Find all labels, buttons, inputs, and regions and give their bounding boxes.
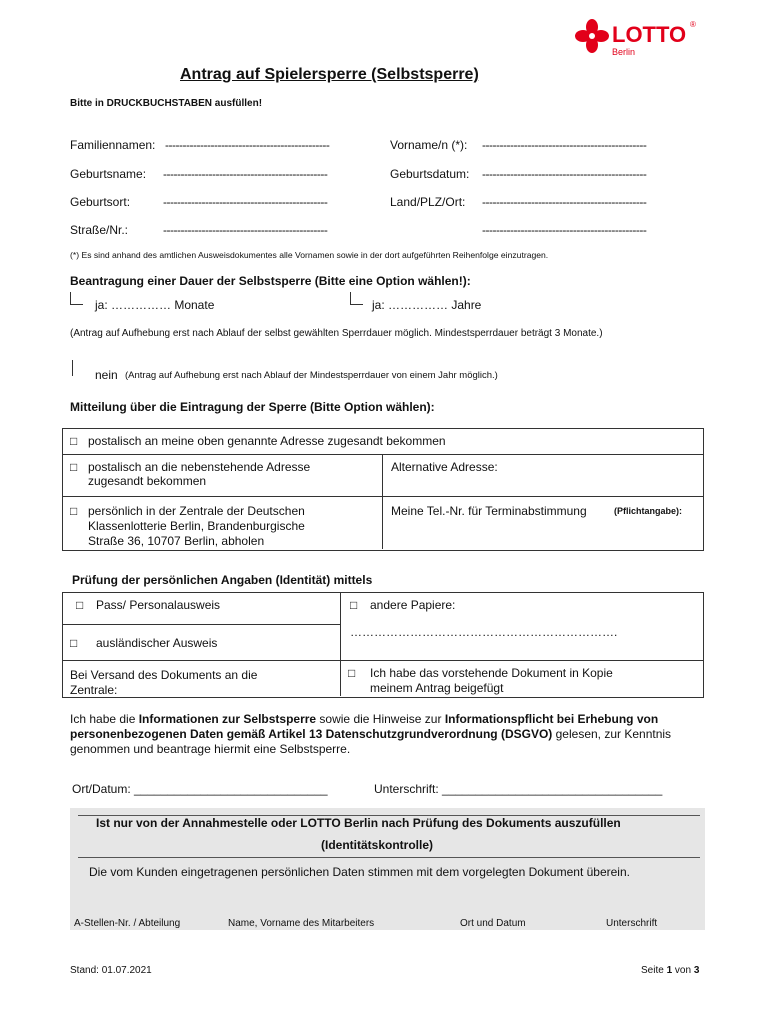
option-jahre: ja: …………… Jahre <box>372 298 482 312</box>
col-unterschrift: Unterschrift <box>606 918 658 929</box>
info-bold-1: Informationen zur Selbstsperre <box>138 712 317 726</box>
dauer-note: (Antrag auf Aufhebung erst nach Ablauf der selbst gewählten Sperrdauer möglich. Mindestsperrdauer beträgt 3 Monate.) <box>70 328 603 339</box>
ort-datum-field[interactable]: Ort/Datum: _____________________________ <box>72 782 328 796</box>
pruefung-check-pass[interactable]: □ <box>76 598 84 612</box>
mitteilung-check-1[interactable]: □ <box>70 434 78 448</box>
info-paragraph <box>70 712 715 757</box>
mitteilung-check-3[interactable]: □ <box>70 504 78 518</box>
versand-line2: Zentrale: <box>70 683 118 697</box>
page-current: 1 <box>666 965 673 976</box>
logo-sub: Berlin <box>612 47 636 57</box>
unterschrift-field[interactable]: Unterschrift: _________________________________ <box>374 782 663 796</box>
footer-page-number <box>641 965 699 976</box>
info-bold-2: Informationspflicht bei Erhebung von personenbezogenen Daten gemäß Artikel 13 Datenschutzgrundverordnung (DSGVO) <box>70 712 659 741</box>
input-vorname[interactable]: ----------------------------------------------- <box>482 138 647 152</box>
kopie-line1: Ich habe das vorstehende Dokument in Kopie <box>370 666 613 680</box>
mitteilung-row2-line1: postalisch an die nebenstehende Adresse <box>88 460 311 474</box>
lotto-logo <box>574 18 704 60</box>
pruefung-check-ausland[interactable]: □ <box>70 636 78 650</box>
footer-stand: Stand: 01.07.2021 <box>70 965 152 976</box>
option-nein: nein <box>95 368 118 382</box>
col-ort-datum: Ort und Datum <box>460 918 526 929</box>
mitteilung-row1: postalisch an meine oben genannte Adresse zugesandt bekommen <box>88 434 446 448</box>
option-monate: ja: …………… Monate <box>95 298 215 312</box>
telefon-label: Meine Tel.-Nr. für Terminabstimmung <box>391 504 587 518</box>
input-strasse[interactable]: ----------------------------------------------- <box>163 223 328 237</box>
option-pass: Pass/ Personalausweis <box>96 598 221 612</box>
pruefung-row-divider-1 <box>62 624 341 625</box>
pruefung-row-divider-2 <box>62 660 703 661</box>
alternative-adresse-label: Alternative Adresse: <box>391 460 498 474</box>
col-astelle: A-Stellen-Nr. / Abteilung <box>74 918 181 929</box>
label-familienname: Familiennamen: <box>70 138 156 152</box>
info-text-2: sowie die Hinweise zur <box>316 712 445 726</box>
page-total: 3 <box>693 965 700 976</box>
andere-papiere-input[interactable]: …………………………………………………………. <box>350 625 618 639</box>
col-mitarbeiter: Name, Vorname des Mitarbeiters <box>228 918 375 929</box>
info-text-3: gelesen, zur Kenntnis genommen und beantrage hiermit eine Selbstsperre. <box>70 727 672 756</box>
annahme-mid-line <box>78 857 700 858</box>
mitteilung-row3-line3: Straße 36, 10707 Berlin, abholen <box>88 534 265 548</box>
info-text-1: Ich habe die <box>70 712 139 726</box>
pruefung-check-kopie[interactable]: □ <box>348 666 356 680</box>
option-nein-note: (Antrag auf Aufhebung erst nach Ablauf der Mindestsperrdauer von einem Jahr möglich.) <box>125 370 498 381</box>
footnote: (*) Es sind anhand des amtlichen Ausweisdokumentes alle Vornamen sowie in der dort aufgeführten Reihenfolge einzutragen. <box>70 250 549 260</box>
label-strasse: Straße/Nr.: <box>70 223 129 237</box>
label-land: Land/PLZ/Ort: <box>390 195 466 209</box>
label-geburtsname: Geburtsname: <box>70 167 147 181</box>
pruefung-col-divider <box>340 592 341 696</box>
input-familienname[interactable]: ----------------------------------------------- <box>165 138 330 152</box>
input-geburtsdatum[interactable]: ----------------------------------------------- <box>482 167 647 181</box>
mitteilung-heading: Mitteilung über die Eintragung der Sperre (Bitte Option wählen): <box>70 400 435 414</box>
input-land[interactable]: ----------------------------------------------- <box>482 195 647 209</box>
option-andere: andere Papiere: <box>370 598 456 612</box>
instruction: Bitte in DRUCKBUCHSTABEN ausfüllen! <box>70 98 263 109</box>
input-strasse-ort[interactable]: ----------------------------------------------- <box>482 223 647 237</box>
pruefung-heading: Prüfung der persönlichen Angaben (Identität) mittels <box>72 573 373 587</box>
page-title: Antrag auf Spielersperre (Selbstsperre) <box>180 66 479 83</box>
mitteilung-row3-line2: Klassenlotterie Berlin, Brandenburgische <box>88 519 305 533</box>
input-geburtsort[interactable]: ----------------------------------------------- <box>163 195 328 209</box>
checkbox-jahre[interactable] <box>350 292 363 305</box>
dauer-heading: Beantragung einer Dauer der Selbstsperre (Bitte eine Option wählen!): <box>70 274 471 288</box>
label-geburtsort: Geburtsort: <box>70 195 131 209</box>
checkbox-nein[interactable] <box>72 360 73 376</box>
mitteilung-row2-line2: zugesandt bekommen <box>88 474 207 488</box>
pruefung-check-andere[interactable]: □ <box>350 598 358 612</box>
label-geburtsdatum: Geburtsdatum: <box>390 167 470 181</box>
mitteilung-col-divider <box>382 454 383 549</box>
label-vorname: Vorname/n (*): <box>390 138 468 152</box>
versand-line1: Bei Versand des Dokuments an die <box>70 668 258 682</box>
page-of: von <box>672 965 694 976</box>
mitteilung-check-2[interactable]: □ <box>70 460 78 474</box>
kopie-line2: meinem Antrag beigefügt <box>370 681 504 695</box>
logo-registered: ® <box>690 20 696 29</box>
page-label: Seite <box>641 965 667 976</box>
option-auslaendisch: ausländischer Ausweis <box>96 636 218 650</box>
cloverleaf-logo-icon <box>574 18 610 54</box>
input-geburtsname[interactable]: ----------------------------------------------- <box>163 167 328 181</box>
mitteilung-row3-line1: persönlich in der Zentrale der Deutschen <box>88 504 305 518</box>
annahme-statement: Die vom Kunden eingetragenen persönlichen Daten stimmen mit dem vorgelegten Dokument überein. <box>89 865 630 879</box>
checkbox-monate[interactable] <box>70 292 83 305</box>
annahme-heading2: (Identitätskontrolle) <box>321 838 434 852</box>
telefon-pflicht: (Pflichtangabe): <box>614 506 683 516</box>
logo-brand: LOTTO <box>612 22 687 47</box>
annahme-heading1: Ist nur von der Annahmestelle oder LOTTO Berlin nach Prüfung des Dokuments auszufüllen <box>96 816 621 830</box>
